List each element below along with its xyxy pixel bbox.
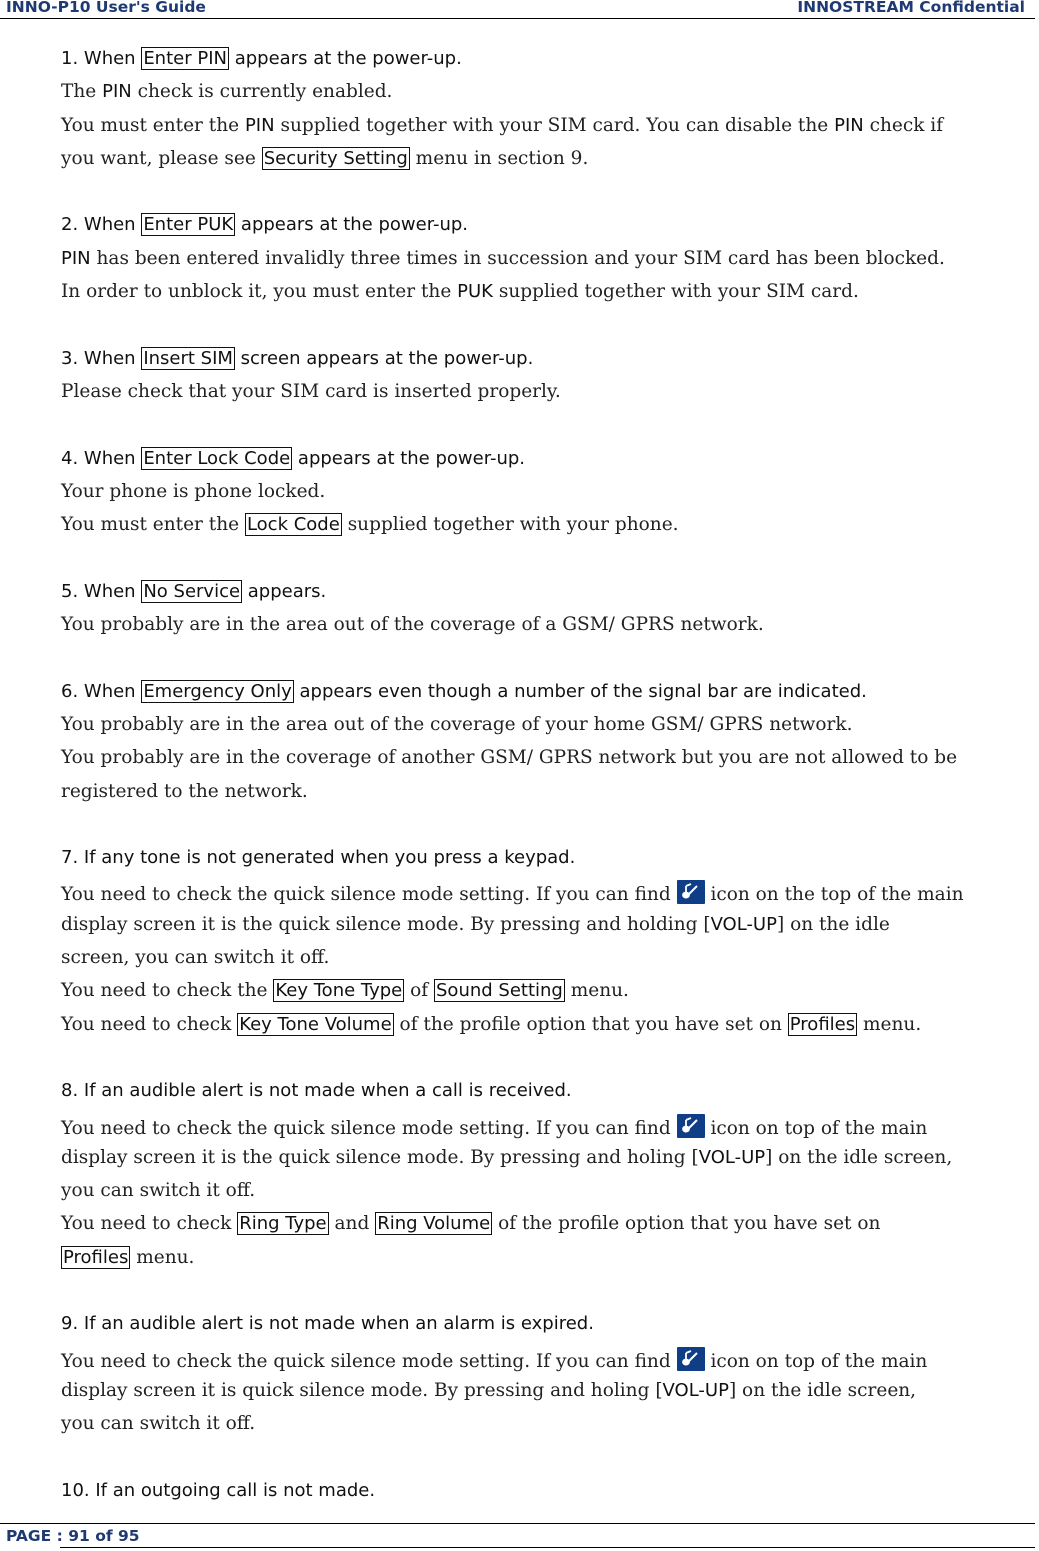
heading-text: 2. When bbox=[61, 214, 142, 236]
paragraph-line: You probably are in the area out of the coverage of a GSM/ GPRS network. bbox=[61, 614, 764, 636]
header-rule bbox=[0, 18, 1035, 19]
text: You need to check the quick silence mode setting. If you can find bbox=[61, 884, 677, 906]
text: supplied together with your phone. bbox=[341, 514, 679, 536]
paragraph-line: you can switch it off. bbox=[61, 1413, 256, 1435]
section-10-heading: 10. If an outgoing call is not made. bbox=[61, 1479, 376, 1501]
paragraph-line bbox=[61, 1114, 1039, 1147]
text: menu in section 9. bbox=[409, 147, 589, 169]
quick-silence-icon bbox=[677, 880, 705, 904]
paragraph-line bbox=[61, 1380, 1039, 1413]
keyword: VOL-UP bbox=[698, 1146, 766, 1168]
keyword: PIN bbox=[834, 114, 864, 136]
quick-silence-icon bbox=[677, 1114, 705, 1138]
boxed-term: Insert SIM bbox=[143, 347, 233, 369]
keyword: VOL-UP bbox=[662, 1379, 729, 1401]
paragraph-line: you can switch it off. bbox=[61, 1180, 256, 1202]
paragraph-line bbox=[61, 148, 1039, 181]
text: you want, please see bbox=[61, 147, 262, 169]
boxed-term: Profiles bbox=[789, 1013, 856, 1035]
keyword: PIN bbox=[244, 114, 275, 136]
paragraph-line bbox=[61, 1014, 1039, 1047]
heading-text: screen appears at the power-up. bbox=[234, 347, 534, 369]
section-5-heading bbox=[61, 581, 1039, 614]
text: ] on the idle screen, bbox=[728, 1379, 917, 1401]
footer-rule bbox=[60, 1547, 1035, 1548]
section-8-heading: 8. If an audible alert is not made when a call is received. bbox=[61, 1080, 572, 1102]
boxed-term: Ring Type bbox=[239, 1213, 327, 1235]
paragraph-line bbox=[61, 1213, 1039, 1246]
text: of the profile option that you have set on bbox=[393, 1013, 788, 1035]
text: You need to check bbox=[61, 1013, 238, 1035]
text: display screen it is quick silence mode. By pressing and holing [ bbox=[61, 1379, 663, 1401]
text: display screen it is the quick silence mode. By pressing and holing [ bbox=[61, 1146, 699, 1168]
text: supplied together with your SIM card. You can disable the bbox=[274, 114, 835, 136]
page-footer bbox=[0, 1523, 1039, 1551]
paragraph-line bbox=[61, 248, 1039, 281]
heading-text: 3. When bbox=[61, 347, 142, 369]
text: has been entered invalidly three times in succession and your SIM card has been blocked. bbox=[90, 247, 945, 269]
text: of bbox=[404, 980, 434, 1002]
text: check is currently enabled. bbox=[131, 81, 393, 103]
heading-text: 5. When bbox=[61, 580, 142, 602]
boxed-term: Enter Lock Code bbox=[143, 447, 291, 469]
section-9-heading: 9. If an audible alert is not made when an alarm is expired. bbox=[61, 1313, 594, 1335]
heading-text: appears. bbox=[242, 580, 327, 602]
section-2-heading bbox=[61, 214, 1039, 247]
boxed-term: Lock Code bbox=[246, 514, 340, 536]
paragraph-line bbox=[61, 980, 1039, 1013]
text: ] on the idle bbox=[776, 913, 890, 935]
boxed-term: Security Setting bbox=[263, 147, 408, 169]
paragraph-line: You probably are in the coverage of another GSM/ GPRS network but you are not allowed to be bbox=[61, 747, 958, 769]
document-body bbox=[61, 48, 1039, 1513]
text: ] on the idle screen, bbox=[765, 1146, 953, 1168]
text: icon on the top of the main bbox=[704, 884, 964, 906]
keyword: PUK bbox=[457, 281, 493, 303]
text: supplied together with your SIM card. bbox=[493, 281, 859, 303]
text: of the profile option that you have set on bbox=[492, 1213, 881, 1235]
heading-text: appears at the power-up. bbox=[292, 447, 526, 469]
boxed-term: Key Tone Type bbox=[275, 980, 403, 1002]
paragraph-line: Your phone is phone locked. bbox=[61, 480, 326, 502]
boxed-term: Ring Volume bbox=[377, 1213, 491, 1235]
header-title: INNO-P10 User's Guide bbox=[6, 0, 206, 16]
text: menu. bbox=[130, 1246, 195, 1268]
quick-silence-icon bbox=[677, 1347, 705, 1371]
header-confidential: INNOSTREAM Confidential bbox=[797, 0, 1025, 16]
boxed-term: Emergency Only bbox=[143, 680, 292, 702]
paragraph-line: screen, you can switch it off. bbox=[61, 947, 330, 969]
heading-text: appears even though a number of the signal bar are indicated. bbox=[293, 680, 867, 702]
text: check if bbox=[863, 114, 944, 136]
heading-text: 6. When bbox=[61, 680, 142, 702]
text: You need to check the quick silence mode setting. If you can find bbox=[61, 1117, 677, 1139]
boxed-term: Profiles bbox=[63, 1246, 129, 1268]
text: menu. bbox=[857, 1013, 922, 1035]
paragraph-line bbox=[61, 281, 1039, 314]
paragraph-line bbox=[61, 514, 1039, 547]
heading-text: 1. When bbox=[61, 48, 142, 69]
paragraph-line: Please check that your SIM card is inserted properly. bbox=[61, 380, 561, 402]
paragraph-line: registered to the network. bbox=[61, 780, 308, 802]
paragraph-line bbox=[61, 1147, 1039, 1180]
paragraph-line bbox=[61, 1247, 1039, 1280]
section-4-heading bbox=[61, 448, 1039, 481]
page-number: PAGE : 91 of 95 bbox=[6, 1527, 140, 1545]
boxed-term: Key Tone Volume bbox=[239, 1013, 392, 1035]
paragraph-line bbox=[61, 115, 1039, 148]
text: menu. bbox=[564, 980, 629, 1002]
text: You must enter the bbox=[61, 114, 245, 136]
paragraph-line bbox=[61, 914, 1039, 947]
text: icon on top of the main bbox=[704, 1350, 928, 1372]
keyword: VOL-UP bbox=[710, 913, 777, 935]
text: You need to check the bbox=[61, 980, 274, 1002]
boxed-term: Enter PIN bbox=[143, 48, 227, 69]
heading-text: 4. When bbox=[61, 447, 142, 469]
paragraph-line bbox=[61, 1347, 1039, 1380]
paragraph-line: You probably are in the area out of the coverage of your home GSM/ GPRS network. bbox=[61, 713, 853, 735]
paragraph-line bbox=[61, 81, 1039, 114]
section-7-heading: 7. If any tone is not generated when you press a keypad. bbox=[61, 847, 576, 869]
page-header bbox=[0, 0, 1039, 20]
heading-text: appears at the power-up. bbox=[228, 48, 462, 69]
keyword: PIN bbox=[61, 247, 91, 269]
heading-text: appears at the power-up. bbox=[235, 214, 469, 236]
text: icon on top of the main bbox=[704, 1117, 928, 1139]
text: You need to check bbox=[61, 1213, 238, 1235]
footer-rule bbox=[0, 1523, 1035, 1524]
boxed-term: Sound Setting bbox=[436, 980, 563, 1002]
keyword: PIN bbox=[102, 81, 132, 103]
section-3-heading bbox=[61, 348, 1039, 381]
section-1-heading bbox=[61, 48, 1039, 81]
paragraph-line bbox=[61, 880, 1039, 913]
text: You need to check the quick silence mode setting. If you can find bbox=[61, 1350, 677, 1372]
text: The bbox=[61, 81, 103, 103]
boxed-term: No Service bbox=[143, 580, 241, 602]
section-6-heading bbox=[61, 681, 1039, 714]
boxed-term: Enter PUK bbox=[143, 214, 234, 236]
text: display screen it is the quick silence mode. By pressing and holding [ bbox=[61, 913, 711, 935]
text: In order to unblock it, you must enter the bbox=[61, 281, 458, 303]
text: You must enter the bbox=[61, 514, 245, 536]
text: and bbox=[328, 1213, 376, 1235]
